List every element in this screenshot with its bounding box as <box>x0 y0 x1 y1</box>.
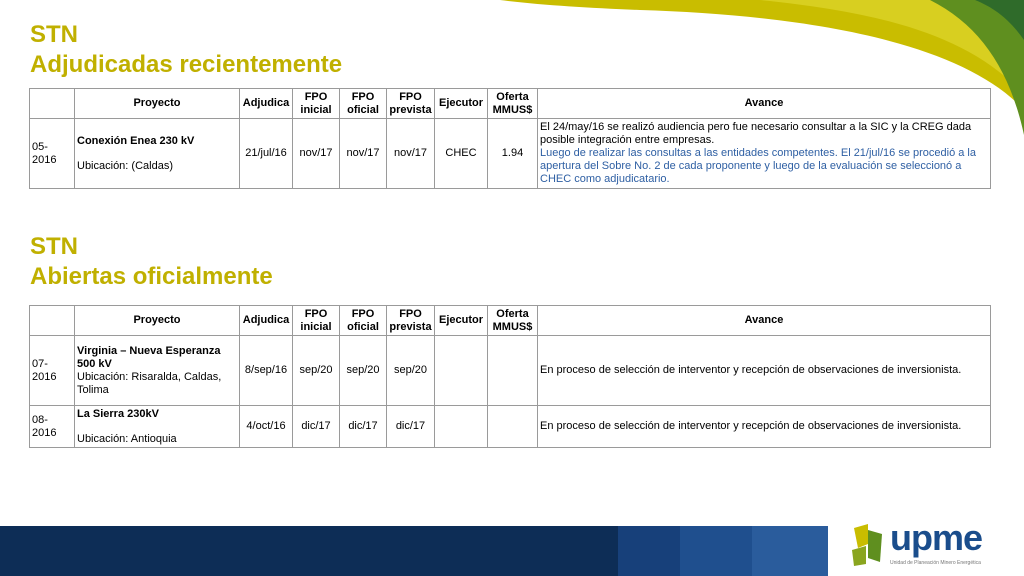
header-oferta-l2: MMUS$ <box>492 320 533 333</box>
upme-logo-tagline: Unidad de Planeación Minero Energética <box>890 560 981 566</box>
row-fpo-prevista: nov/17 <box>387 119 435 189</box>
header-adjudica: Adjudica <box>240 89 293 119</box>
table-header-row <box>30 306 991 336</box>
header-ejecutor: Ejecutor <box>435 306 488 336</box>
header-oferta-l1: Oferta <box>496 90 529 103</box>
row-id: 05-2016 <box>30 119 75 189</box>
section-title-line2: Abiertas oficialmente <box>30 263 273 290</box>
table-abiertas <box>29 305 991 448</box>
row-fpo-inicial: sep/20 <box>293 336 340 406</box>
project-location: Ubicación: (Caldas) <box>77 159 173 172</box>
project-name: Conexión Enea 230 kV <box>77 134 195 147</box>
header-id <box>30 306 75 336</box>
header-oferta-l1: Oferta <box>496 307 529 320</box>
row-avance <box>538 119 991 189</box>
header-fpo-inicial-l1: FPO <box>304 307 328 320</box>
row-ejecutor <box>435 406 488 448</box>
project-location: Ubicación: Antioquia <box>77 432 177 445</box>
row-id: 08-2016 <box>30 406 75 448</box>
upme-logo-text: upme <box>890 517 983 558</box>
row-fpo-oficial: dic/17 <box>340 406 387 448</box>
avance-text-2: Luego de realizar las consultas a las entidades competentes. El 21/jul/16 se procedió a la apertura del Sobre No. 2 de cada proponente y luego de la evaluación se seleccionó a CHEC como adjudicatario. <box>540 147 976 185</box>
project-name: Virginia – Nueva Esperanza 500 kV <box>77 344 221 370</box>
header-fpo-prevista <box>387 306 435 336</box>
header-fpo-inicial-l2: inicial <box>300 320 332 333</box>
header-fpo-prevista <box>387 89 435 119</box>
upme-logo-mark-icon <box>850 524 886 566</box>
row-avance: En proceso de selección de interventor y recepción de observaciones de inversionista. <box>538 406 991 448</box>
row-fpo-oficial: nov/17 <box>340 119 387 189</box>
header-fpo-prevista-l2: prevista <box>389 320 432 333</box>
header-fpo-oficial-l2: oficial <box>347 103 379 116</box>
row-oferta <box>488 406 538 448</box>
header-id <box>30 89 75 119</box>
row-fpo-oficial: sep/20 <box>340 336 387 406</box>
header-fpo-oficial <box>340 89 387 119</box>
row-fpo-prevista: sep/20 <box>387 336 435 406</box>
footer-segment <box>680 526 752 576</box>
project-name: La Sierra 230kV <box>77 407 159 420</box>
header-proyecto: Proyecto <box>75 306 240 336</box>
row-id: 07-2016 <box>30 336 75 406</box>
header-ejecutor: Ejecutor <box>435 89 488 119</box>
header-fpo-inicial-l1: FPO <box>304 90 328 103</box>
avance-text-1: El 24/may/16 se realizó audiencia pero fue necesario consultar a la SIC y la CREG dada posible integración entre empresas. <box>540 121 972 146</box>
footer-segment <box>752 526 828 576</box>
row-project <box>75 336 240 406</box>
row-fpo-inicial: nov/17 <box>293 119 340 189</box>
row-oferta <box>488 336 538 406</box>
row-ejecutor: CHEC <box>435 119 488 189</box>
section-title-adjudicadas <box>30 20 342 80</box>
header-fpo-inicial <box>293 306 340 336</box>
header-avance: Avance <box>538 306 991 336</box>
row-adjudica: 21/jul/16 <box>240 119 293 189</box>
header-oferta <box>488 89 538 119</box>
table-header-row <box>30 89 991 119</box>
row-ejecutor <box>435 336 488 406</box>
table-row <box>30 406 991 448</box>
section-title-line1: STN <box>30 233 78 260</box>
header-avance: Avance <box>538 89 991 119</box>
header-proyecto: Proyecto <box>75 89 240 119</box>
row-oferta: 1.94 <box>488 119 538 189</box>
row-adjudica: 4/oct/16 <box>240 406 293 448</box>
row-adjudica: 8/sep/16 <box>240 336 293 406</box>
section-title-line1: STN <box>30 21 78 48</box>
project-location: Ubicación: Risaralda, Caldas, Tolima <box>77 370 222 396</box>
header-fpo-prevista-l2: prevista <box>389 103 432 116</box>
header-fpo-oficial-l1: FPO <box>351 307 375 320</box>
header-fpo-prevista-l1: FPO <box>399 307 422 320</box>
table-row <box>30 336 991 406</box>
section-title-abiertas <box>30 232 273 292</box>
header-fpo-inicial <box>293 89 340 119</box>
header-oferta <box>488 306 538 336</box>
header-fpo-oficial <box>340 306 387 336</box>
row-fpo-inicial: dic/17 <box>293 406 340 448</box>
row-avance: En proceso de selección de interventor y recepción de observaciones de inversionista. <box>538 336 991 406</box>
table-adjudicadas <box>29 88 991 189</box>
header-fpo-oficial-l1: FPO <box>351 90 375 103</box>
header-fpo-oficial-l2: oficial <box>347 320 379 333</box>
header-oferta-l2: MMUS$ <box>492 103 533 116</box>
header-fpo-prevista-l1: FPO <box>399 90 422 103</box>
row-fpo-prevista: dic/17 <box>387 406 435 448</box>
section-title-line2: Adjudicadas recientemente <box>30 51 343 78</box>
header-adjudica: Adjudica <box>240 306 293 336</box>
header-fpo-inicial-l2: inicial <box>300 103 332 116</box>
row-project <box>75 119 240 189</box>
row-project <box>75 406 240 448</box>
footer-segment <box>618 526 680 576</box>
table-row <box>30 119 991 189</box>
